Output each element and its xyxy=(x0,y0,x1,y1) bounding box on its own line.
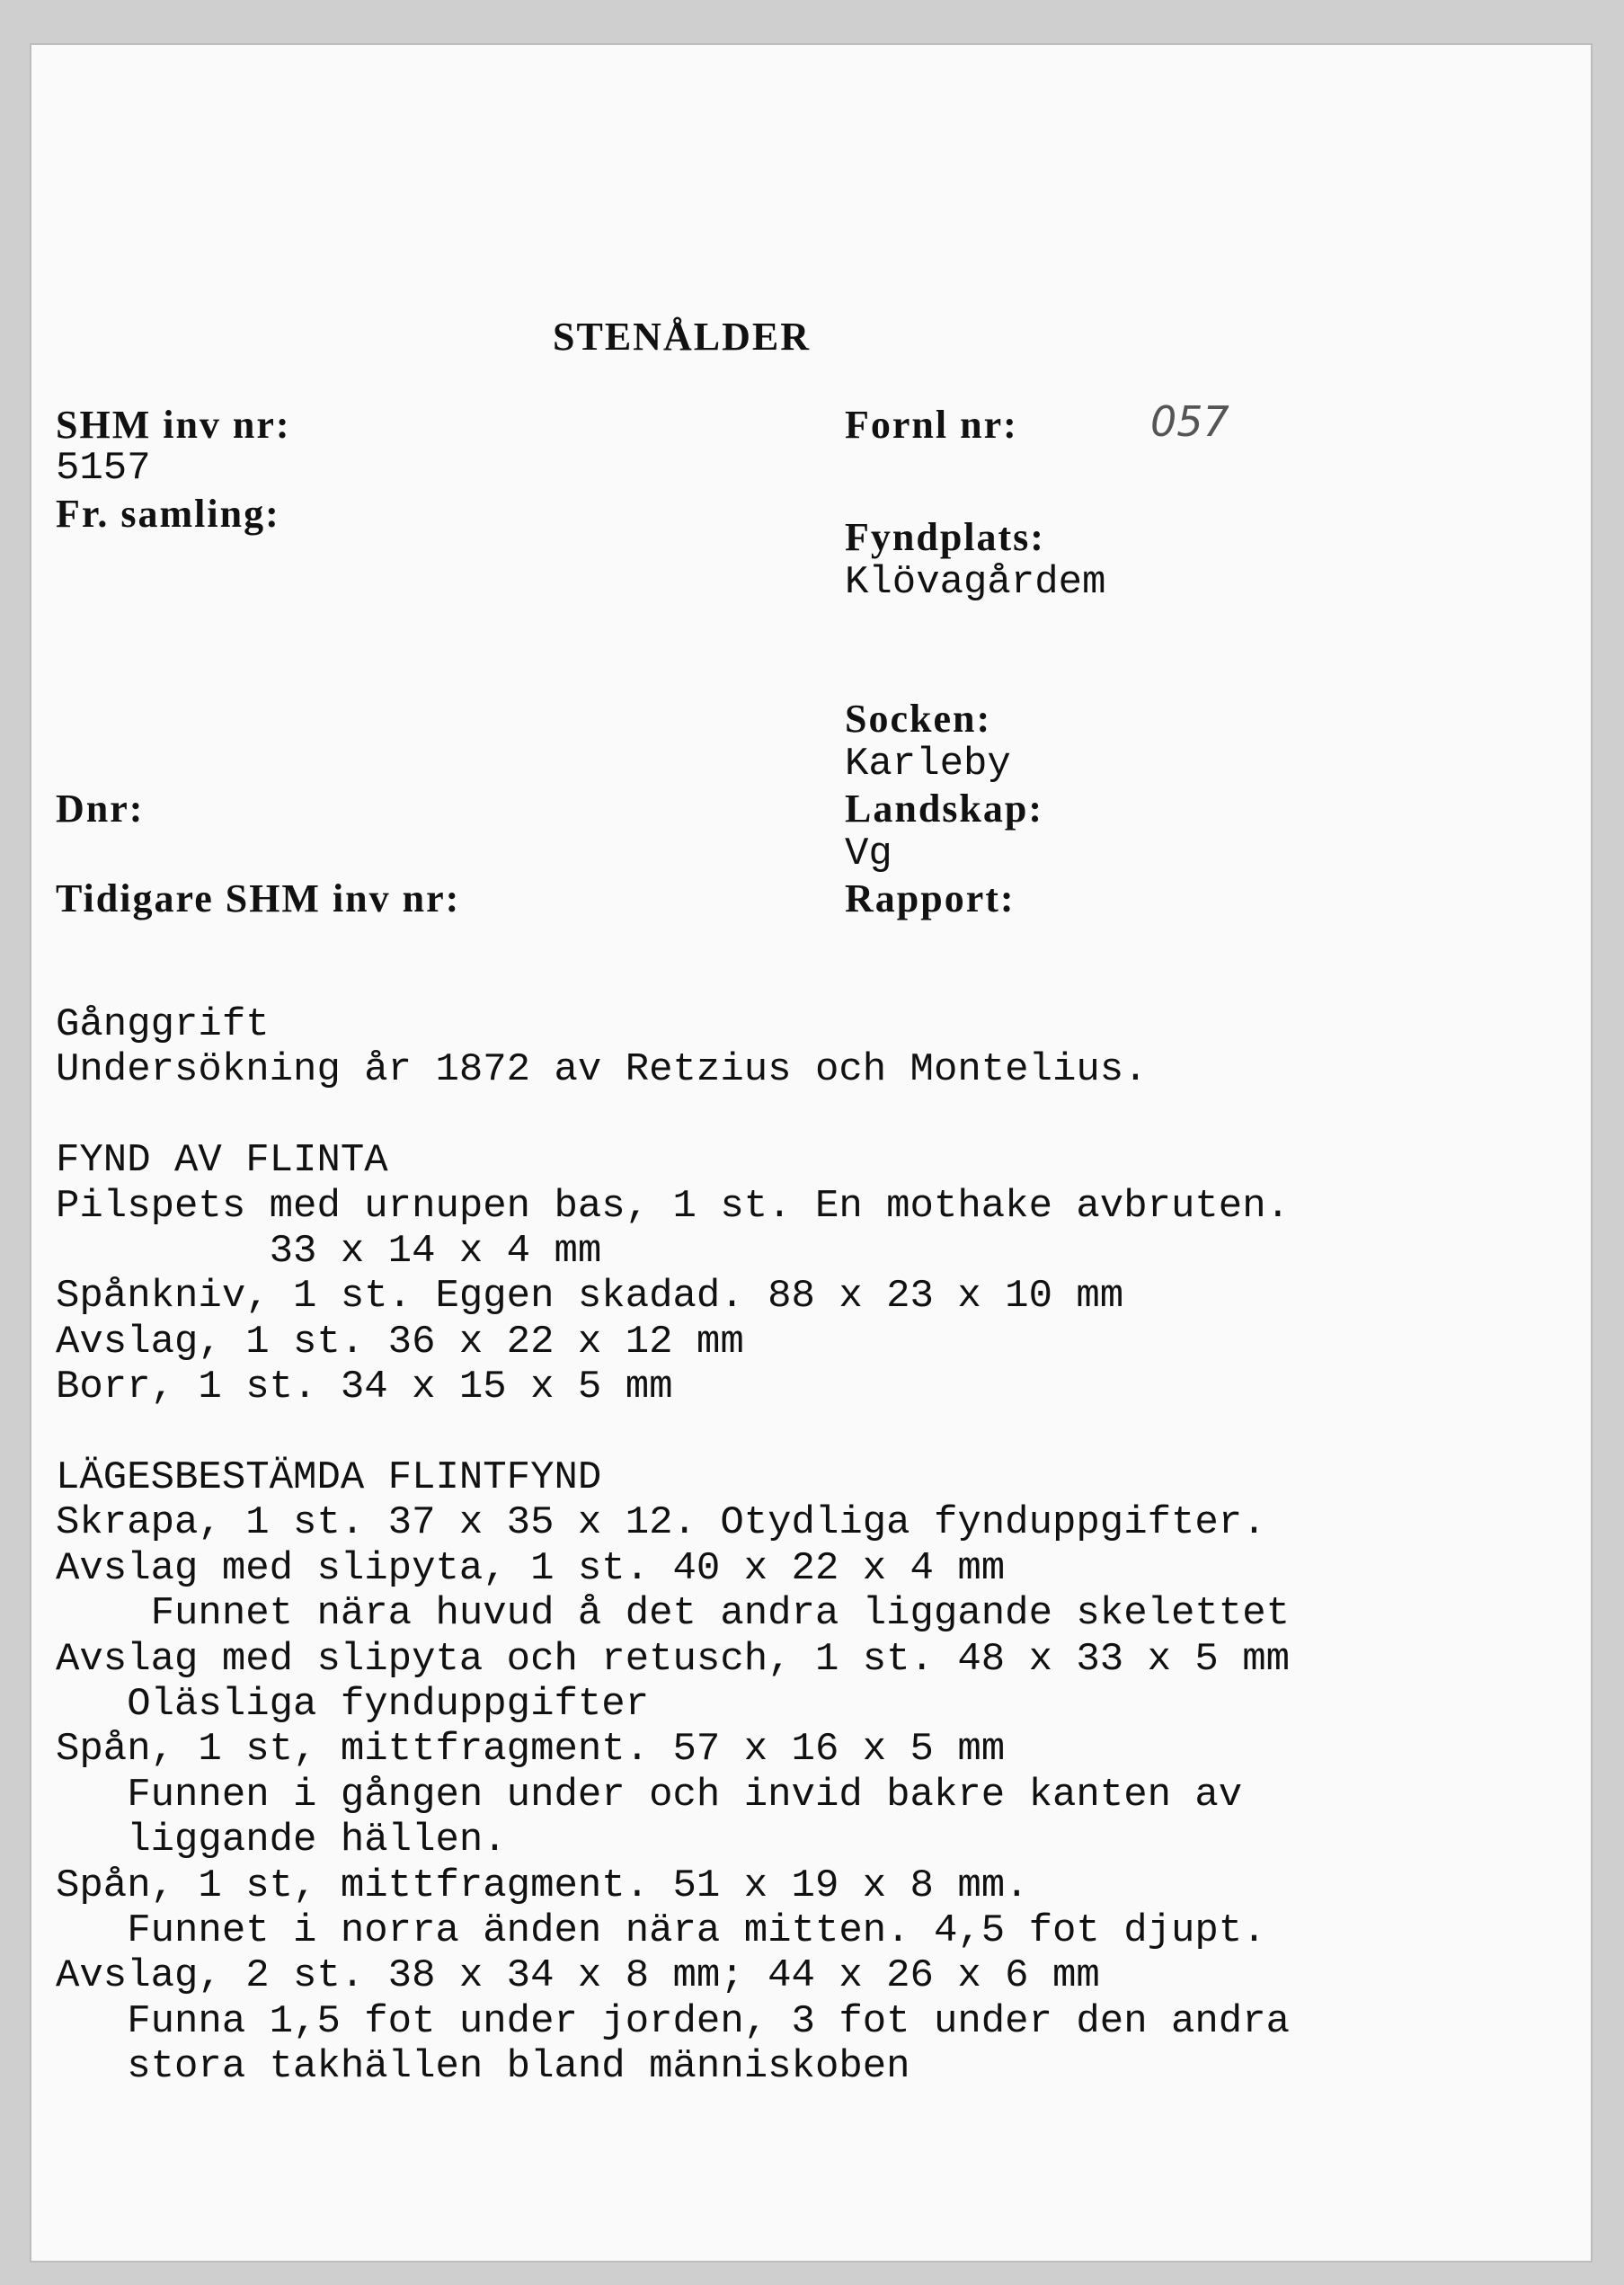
body-line: 33 x 14 x 4 mm xyxy=(56,1229,602,1274)
body-line: Funnet i norra änden nära mitten. 4,5 fot djupt. xyxy=(56,1908,1266,1953)
fr-samling-label: Fr. samling: xyxy=(56,492,280,536)
body-line: FYND AV FLINTA xyxy=(56,1138,388,1184)
socken-value: Karleby xyxy=(845,742,1011,787)
body-line: Gånggrift xyxy=(56,1002,270,1047)
shm-inv-value: 5157 xyxy=(56,446,151,491)
body-line: Funna 1,5 fot under jorden, 3 fot under den andra xyxy=(56,1998,1291,2044)
landskap-value: Vg xyxy=(845,831,892,876)
fyndplats-label: Fyndplats: xyxy=(845,515,1045,559)
body-line: Undersökning år 1872 av Retzius och Montelius. xyxy=(56,1047,1148,1093)
body-line: Avslag med slipyta, 1 st. 40 x 22 x 4 mm xyxy=(56,1545,1006,1591)
socken-label: Socken: xyxy=(845,697,992,741)
fyndplats-value: Klövagårdem xyxy=(845,560,1106,605)
body-line: Spånkniv, 1 st. Eggen skadad. 88 x 23 x 10 mm xyxy=(56,1274,1124,1320)
document-sheet xyxy=(31,45,1591,2261)
body-line: Spån, 1 st, mittfragment. 51 x 19 x 8 mm. xyxy=(56,1863,1029,1908)
heading: STENÅLDER xyxy=(553,315,811,359)
body-line: LÄGESBESTÄMDA FLINTFYND xyxy=(56,1455,602,1500)
landskap-label: Landskap: xyxy=(845,787,1044,831)
body-line: liggande hällen. xyxy=(56,1818,507,1863)
tidigare-shm-label: Tidigare SHM inv nr: xyxy=(56,876,461,920)
body-line: Oläsliga fynduppgifter xyxy=(56,1682,650,1727)
body-line: Avslag, 1 st. 36 x 22 x 12 mm xyxy=(56,1319,744,1365)
body-line: Avslag med slipyta och retusch, 1 st. 48 x 33 x 5 mm xyxy=(56,1636,1291,1682)
body-line: Pilspets med urnupen bas, 1 st. En mothake avbruten. xyxy=(56,1183,1291,1229)
body-line: Spån, 1 st, mittfragment. 57 x 16 x 5 mm xyxy=(56,1727,1006,1773)
body-line: Funnet nära huvud å det andra liggande skelettet xyxy=(56,1591,1291,1637)
shm-inv-label: SHM inv nr: xyxy=(56,403,291,447)
fornl-value-handwritten: 057 xyxy=(1150,397,1229,446)
rapport-label: Rapport: xyxy=(845,876,1016,920)
body-line: Funnen i gången under och invid bakre kanten av xyxy=(56,1772,1243,1818)
body-line: stora takhällen bland människoben xyxy=(56,2044,910,2090)
fornl-label: Fornl nr: xyxy=(845,403,1018,447)
dnr-label: Dnr: xyxy=(56,787,145,831)
body-line: Skrapa, 1 st. 37 x 35 x 12. Otydliga fynduppgifter. xyxy=(56,1500,1266,1546)
body-line: Avslag, 2 st. 38 x 34 x 8 mm; 44 x 26 x 6 mm xyxy=(56,1953,1100,1999)
body-line: Borr, 1 st. 34 x 15 x 5 mm xyxy=(56,1365,673,1410)
